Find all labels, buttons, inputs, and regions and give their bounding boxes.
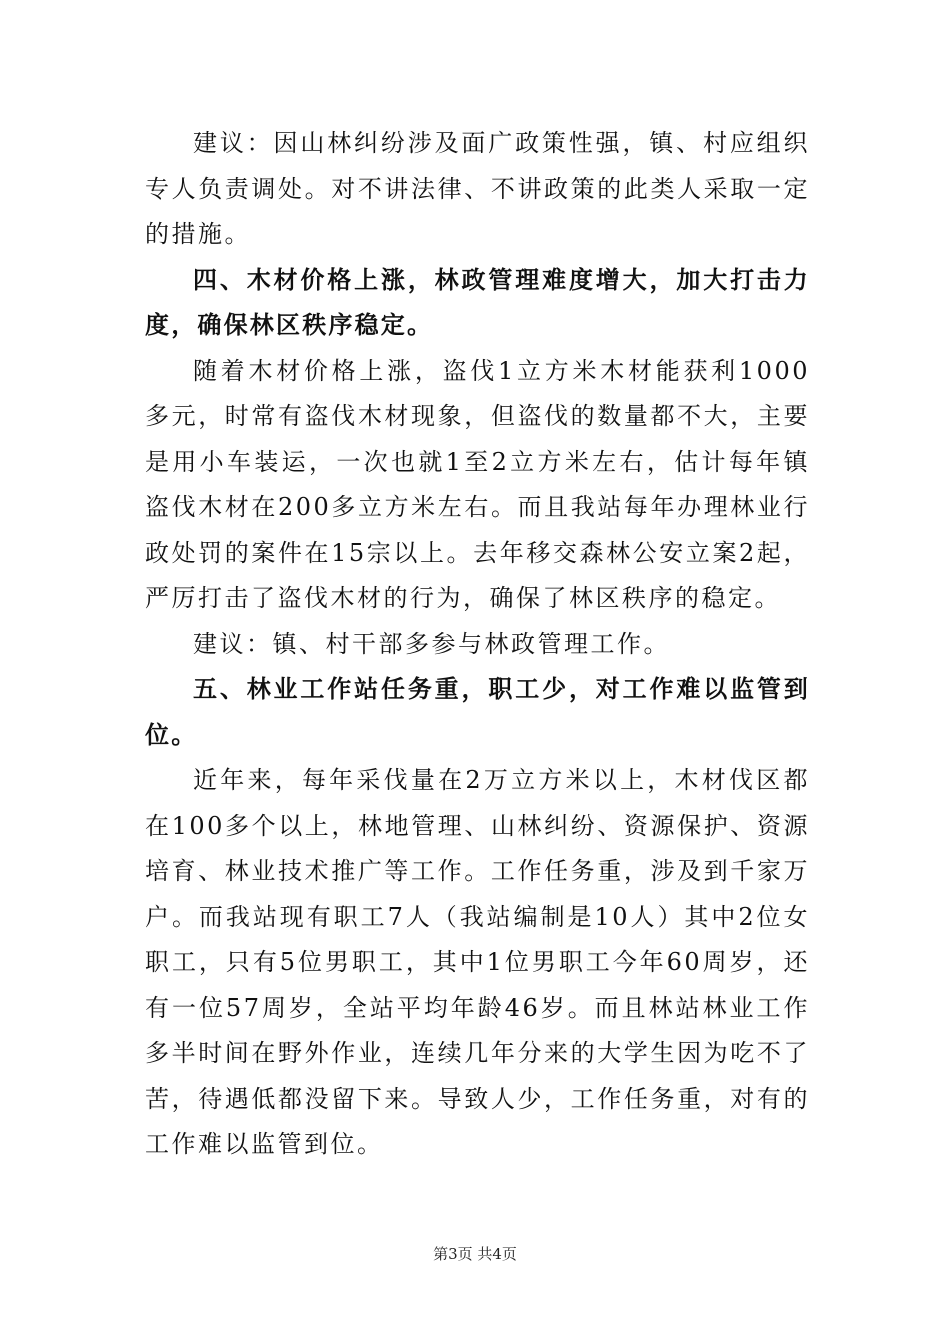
paragraph-timber-price: 随着木材价格上涨，盗伐1立方米木材能获利1000多元，时常有盗伐木材现象，但盗伐的数量都不大，主要是用小车装运，一次也就1至2立方米左右，估计每年镇盗伐木材在200多立方米左右。而且我站每年办理林业行政处罚的案件在15宗以上。去年移交森林公安立案2起，严厉打击了盗伐木材的行为，确保了林区秩序的稳定。 bbox=[145, 356, 810, 612]
paragraph-staff-shortage: 近年来，每年采伐量在2万立方米以上，木材伐区都在100多个以上，林地管理、山林纠纷、资源保护、资源培育、林业技术推广等工作。工作任务重，涉及到千家万户。而我站现有职工7人（我站编制是10人）其中2位女职工，只有5位男职工，其中1位男职工今年60周岁，还有一位57周岁，全站平均年龄46岁。而且林站林业工作多半时间在野外作业，连续几年分来的大学生因为吃不了苦，待遇低都没留下来。导致人少，工作任务重，对有的工作难以监管到位。 bbox=[145, 766, 810, 1158]
section-heading-four: 四、木材价格上涨，林政管理难度增大，加大打击力度，确保林区秩序稳定。 bbox=[145, 265, 810, 339]
paragraph-suggestion-dispute: 建议：因山林纠纷涉及面广政策性强，镇、村应组织专人负责调处。对不讲法律、不讲政策的此类人采取一定的措施。 bbox=[145, 129, 810, 248]
page-number-footer: 第3页 共4页 bbox=[433, 1245, 517, 1263]
section-heading-five: 五、林业工作站任务重，职工少，对工作难以监管到位。 bbox=[145, 675, 810, 749]
paragraph-suggestion-forest-admin: 建议：镇、村干部多参与林政管理工作。 bbox=[193, 629, 670, 658]
document-body bbox=[145, 121, 810, 1168]
